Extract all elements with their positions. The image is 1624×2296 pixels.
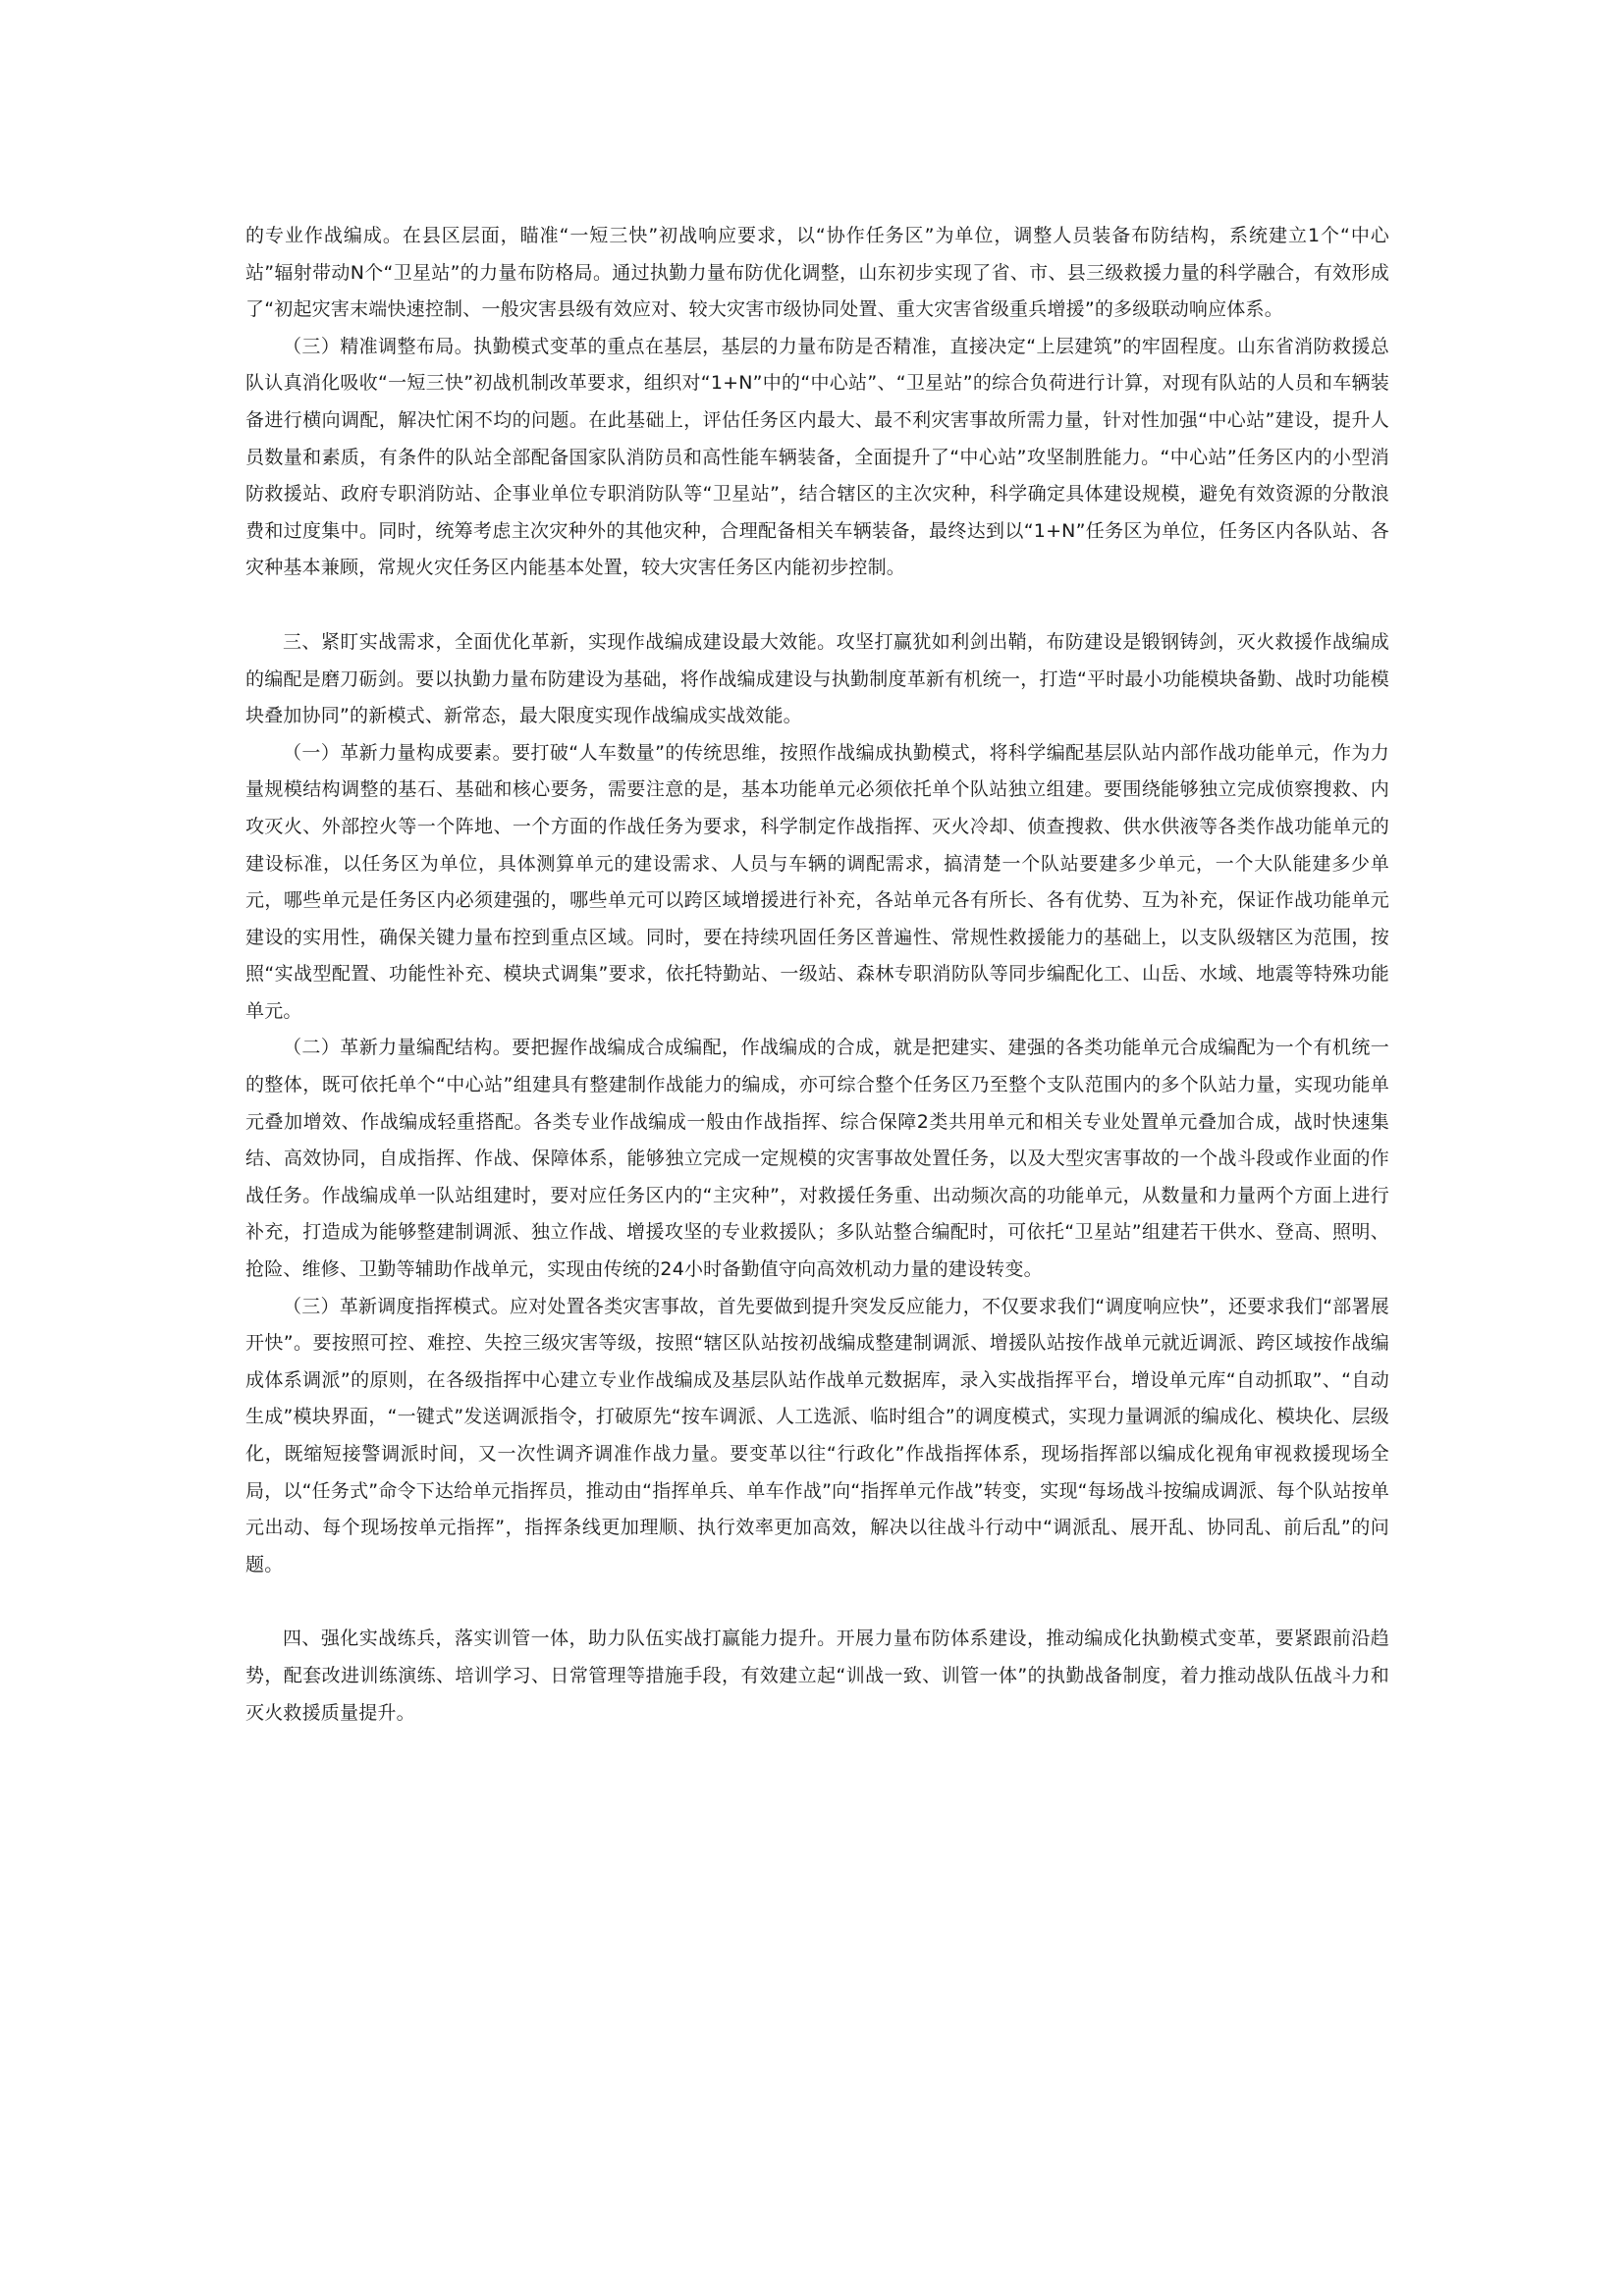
paragraph-1: 的专业作战编成。在县区层面，瞄准“一短三快”初战响应要求，以“协作任务区”为单位，调整人员装备布防结构，系统建立1个“中心站”辐射带动N个“卫星站”的力量布防格局。通过执勤力量布防优化调整，山东初步实现了省、市、县三级救援力量的科学融合，有效形成了“初起灾害末端快速控制、一般灾害县级有效应对、较大灾害市级协同处置、重大灾害省级重兵增援”的多级联动响应体系。	[245, 225, 1389, 321]
paragraph-4: （一）革新力量构成要素。要打破“人车数量”的传统思维，按照作战编成执勤模式，将科学编配基层队站内部作战功能单元，作为力量规模结构调整的基石、基础和核心要务，需要注意的是，基本功能单元必须依托单个队站独立组建。要围绕能够独立完成侦察搜救、内攻灭火、外部控火等一个阵地、一个方面的作战任务为要求，科学制定作战指挥、灭火冷却、侦查搜救、供水供液等各类作战功能单元的建设标准，以任务区为单位，具体测算单元的建设需求、人员与车辆的调配需求，搞清楚一个队站要建多少单元，一个大队能建多少单元，哪些单元是任务区内必须建强的，哪些单元可以跨区域增援进行补充，各站单元各有所长、各有优势、互为补充，保证作战功能单元建设的实用性，确保关键力量布控到重点区域。同时，要在持续巩固任务区普遍性、常规性救援能力的基础上，以支队级辖区为范围，按照“实战型配置、功能性补充、模块式调集”要求，依托特勤站、一级站、森林专职消防队等同步编配化工、山岳、水域、地震等特殊功能单元。	[245, 741, 1389, 1022]
paragraph-3: 三、紧盯实战需求，全面优化革新，实现作战编成建设最大效能。攻坚打赢犹如利剑出鞘，布防建设是锻钢铸剑，灭火救援作战编成的编配是磨刀砺剑。要以执勤力量布防建设为基础，将作战编成建设与执勤制度革新有机统一，打造“平时最小功能模块备勤、战时功能模块叠加协同”的新模式、新常态，最大限度实现作战编成实战效能。	[245, 630, 1389, 727]
paragraph-7: 四、强化实战练兵，落实训管一体，助力队伍实战打赢能力提升。开展力量布防体系建设，推动编成化执勤模式变革，要紧跟前沿趋势，配套改进训练演练、培训学习、日常管理等措施手段，有效建立起“训战一致、训管一体”的执勤战备制度，着力推动战队伍战斗力和灭火救援质量提升。	[245, 1628, 1389, 1724]
paragraph-5: （二）革新力量编配结构。要把握作战编成合成编配，作战编成的合成，就是把建实、建强的各类功能单元合成编配为一个有机统一的整体，既可依托单个“中心站”组建具有整建制作战能力的编成，亦可综合整个任务区乃至整个支队范围内的多个队站力量，实现功能单元叠加增效、作战编成轻重搭配。各类专业作战编成一般由作战指挥、综合保障2类共用单元和相关专业处置单元叠加合成，战时快速集结、高效协同，自成指挥、作战、保障体系，能够独立完成一定规模的灾害事故处置任务，以及大型灾害事故的一个战斗段或作业面的作战任务。作战编成单一队站组建时，要对应任务区内的“主灾种”，对救援任务重、出动频次高的功能单元，从数量和力量两个方面上进行补充，打造成为能够整建制调派、独立作战、增援攻坚的专业救援队；多队站整合编配时，可依托“卫星站”组建若干供水、登高、照明、抢险、维修、卫勤等辅助作战单元，实现由传统的24小时备勤值守向高效机动力量的建设转变。	[245, 1037, 1389, 1281]
paragraph-6: （三）革新调度指挥模式。应对处置各类灾害事故，首先要做到提升突发反应能力，不仅要求我们“调度响应快”，还要求我们“部署展开快”。要按照可控、难控、失控三级灾害等级，按照“辖区队站按初战编成整建制调派、增援队站按作战单元就近调派、跨区域按作战编成体系调派”的原则，在各级指挥中心建立专业作战编成及基层队站作战单元数据库，录入实战指挥平台，增设单元库“自动抓取”、“自动生成”模块界面，“一键式”发送调派指令，打破原先“按车调派、人工选派、临时组合”的调度模式，实现力量调派的编成化、模块化、层级化，既缩短接警调派时间，又一次性调齐调准作战力量。要变革以往“行政化”作战指挥体系，现场指挥部以编成化视角审视救援现场全局，以“任务式”命令下达给单元指挥员，推动由“指挥单兵、单车作战”向“指挥单元作战”转变，实现“每场战斗按编成调派、每个队站按单元出动、每个现场按单元指挥”，指挥条线更加理顺、执行效率更加高效，解决以往战斗行动中“调派乱、展开乱、协同乱、前后乱”的问题。	[245, 1295, 1389, 1575]
paragraph-2: （三）精准调整布局。执勤模式变革的重点在基层，基层的力量布防是否精准，直接决定“上层建筑”的牢固程度。山东省消防救援总队认真消化吸收“一短三快”初战机制改革要求，组织对“1+N”中的“中心站”、“卫星站”的综合负荷进行计算，对现有队站的人员和车辆装备进行横向调配，解决忙闲不均的问题。在此基础上，评估任务区内最大、最不利灾害事故所需力量，针对性加强“中心站”建设，提升人员数量和素质，有条件的队站全部配备国家队消防员和高性能车辆装备，全面提升了“中心站”攻坚制胜能力。“中心站”任务区内的小型消防救援站、政府专职消防站、企事业单位专职消防队等“卫星站”，结合辖区的主次灾种，科学确定具体建设规模，避免有效资源的分散浪费和过度集中。同时，统筹考虑主次灾种外的其他灾种，合理配备相关车辆装备，最终达到以“1+N”任务区为单位，任务区内各队站、各灾种基本兼顾，常规火灾任务区内能基本处置，较大灾害任务区内能初步控制。	[245, 335, 1389, 579]
document-body	[245, 218, 1389, 1732]
